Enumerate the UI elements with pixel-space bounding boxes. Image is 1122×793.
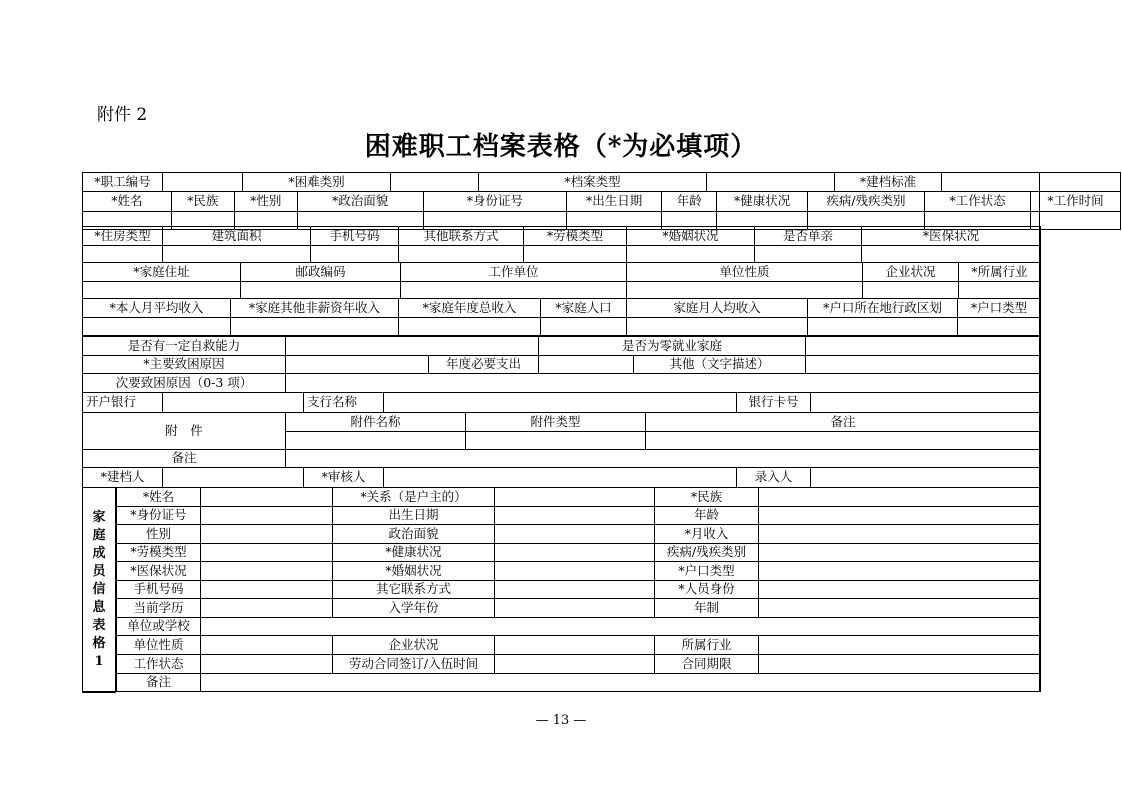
fm-label-school: 单位或学校 xyxy=(117,618,201,636)
fm-label-political: 政治面貌 xyxy=(333,525,495,544)
fm-field-unit-nature[interactable] xyxy=(201,636,333,655)
label-work-status: *工作状态 xyxy=(924,192,1030,211)
attachment-label: 附件 2 xyxy=(97,105,148,125)
label-postal-code: 邮政编码 xyxy=(241,263,401,282)
label-home-address: *家庭住址 xyxy=(83,263,241,282)
fm-label-other-contact: 其它联系方式 xyxy=(333,581,495,599)
fm-field-work-status[interactable] xyxy=(201,655,333,674)
field-building-area[interactable] xyxy=(163,246,311,263)
label-other-description: 其他（文字描述） xyxy=(634,356,806,374)
field-family-size[interactable] xyxy=(541,318,627,336)
bank-table xyxy=(82,392,1041,413)
field-remarks[interactable] xyxy=(286,450,1041,468)
field-employer-nature[interactable] xyxy=(627,282,863,299)
field-model-worker[interactable] xyxy=(524,246,627,263)
fm-label-ethnicity: *民族 xyxy=(655,488,759,507)
field-branch[interactable] xyxy=(384,393,737,413)
fm-label-gender: 性别 xyxy=(117,525,201,544)
field-hardship-type[interactable] xyxy=(391,173,479,192)
field-other-income[interactable] xyxy=(231,318,399,336)
label-bank: 开户银行 xyxy=(83,393,163,413)
fm-label-name: *姓名 xyxy=(117,488,201,507)
fm-field-program-years[interactable] xyxy=(759,599,1041,618)
address-table xyxy=(82,262,1041,299)
label-household-type: *户口类型 xyxy=(958,299,1041,318)
fm-field-medical[interactable] xyxy=(201,562,333,581)
fm-label-mobile: 手机号码 xyxy=(117,581,201,599)
label-secondary-cause: 次要致困原因（0-3 项） xyxy=(83,374,286,393)
col-attachment-type: 附件类型 xyxy=(466,413,646,432)
fm-label-id: *身份证号 xyxy=(117,507,201,525)
fm-field-political[interactable] xyxy=(495,525,655,544)
fm-field-household-type[interactable] xyxy=(759,562,1041,581)
field-secondary-cause[interactable] xyxy=(286,374,1041,393)
fm-label-relation: *关系（是户主的） xyxy=(333,488,495,507)
label-political-status: *政治面貌 xyxy=(297,192,423,211)
label-marital-status: *婚姻状况 xyxy=(627,227,755,246)
label-annual-expense: 年度必要支出 xyxy=(429,356,539,374)
field-attachment-note[interactable] xyxy=(646,432,1041,450)
fm-field-ethnicity[interactable] xyxy=(759,488,1041,507)
label-industry: *所属行业 xyxy=(959,263,1041,282)
label-archive-standard: *建档标准 xyxy=(835,173,942,192)
label-employer: 工作单位 xyxy=(401,263,627,282)
family-member-table xyxy=(116,487,1041,692)
fm-label-program-years: 年制 xyxy=(655,599,759,618)
field-attachment-type[interactable] xyxy=(466,432,646,450)
fm-label-medical: *医保状况 xyxy=(117,562,201,581)
label-housing-type: *住房类型 xyxy=(83,227,163,246)
field-housing-type[interactable] xyxy=(83,246,163,263)
housing-table xyxy=(82,226,1041,263)
label-entry-clerk: 录入人 xyxy=(737,468,811,488)
fm-field-birth[interactable] xyxy=(495,507,655,525)
label-enterprise-status: 企业状况 xyxy=(863,263,959,282)
field-self-help[interactable] xyxy=(286,337,539,356)
label-gender: *性别 xyxy=(234,192,297,211)
field-employer[interactable] xyxy=(401,282,627,299)
fm-label-birth: 出生日期 xyxy=(333,507,495,525)
label-household-region: *户口所在地行政区划 xyxy=(808,299,958,318)
label-card-number: 银行卡号 xyxy=(737,393,811,413)
fm-field-relation[interactable] xyxy=(495,488,655,507)
fm-label-disease: 疾病/残疾类别 xyxy=(655,544,759,562)
fm-field-id[interactable] xyxy=(201,507,333,525)
label-name: *姓名 xyxy=(83,192,171,211)
fm-field-identity[interactable] xyxy=(759,581,1041,599)
fm-field-contract-term[interactable] xyxy=(759,655,1041,674)
col-attachment-name: 附件名称 xyxy=(286,413,466,432)
field-industry[interactable] xyxy=(959,282,1041,299)
field-per-capita-income[interactable] xyxy=(627,318,808,336)
fm-field-monthly-income[interactable] xyxy=(759,525,1041,544)
label-model-worker: *劳模类型 xyxy=(524,227,627,246)
fm-label-unit-nature: 单位性质 xyxy=(117,636,201,655)
label-self-help: 是否有一定自救能力 xyxy=(83,337,286,356)
fm-field-school[interactable] xyxy=(201,618,1041,636)
label-mobile: 手机号码 xyxy=(311,227,399,246)
label-id-number: *身份证号 xyxy=(423,192,567,211)
col-attachment-note: 备注 xyxy=(646,413,1041,432)
status-table xyxy=(82,336,1041,393)
field-household-region[interactable] xyxy=(808,318,958,336)
label-age: 年龄 xyxy=(662,192,717,211)
fm-field-model-worker[interactable] xyxy=(201,544,333,562)
label-other-contact: 其他联系方式 xyxy=(399,227,524,246)
label-zero-employment: 是否为零就业家庭 xyxy=(539,337,806,356)
field-enterprise-status[interactable] xyxy=(863,282,959,299)
field-household-type[interactable] xyxy=(958,318,1041,336)
field-annual-expense[interactable] xyxy=(539,356,634,374)
label-single-parent: 是否单亲 xyxy=(755,227,862,246)
fm-field-gender[interactable] xyxy=(201,525,333,544)
fm-label-note: 备注 xyxy=(117,674,201,692)
fm-label-industry: 所属行业 xyxy=(655,636,759,655)
label-per-capita-income: 家庭月人均收入 xyxy=(627,299,808,318)
field-work-time[interactable] xyxy=(1030,211,1120,229)
label-branch: 支行名称 xyxy=(304,393,384,413)
label-remarks: 备注 xyxy=(83,450,286,468)
field-monthly-income[interactable] xyxy=(83,318,231,336)
fm-field-age[interactable] xyxy=(759,507,1041,525)
family-section-label: 家庭成员信息表格1 xyxy=(82,487,116,693)
attachments-table xyxy=(82,412,1041,468)
fm-field-enterprise-status[interactable] xyxy=(495,636,655,655)
field-other-contact[interactable] xyxy=(399,246,524,263)
label-work-time: *工作时间 xyxy=(1030,192,1120,211)
field-other-description[interactable] xyxy=(806,356,1041,374)
field-staff-no[interactable] xyxy=(163,173,243,192)
field-zero-employment[interactable] xyxy=(806,337,1041,356)
label-staff-no: *职工编号 xyxy=(83,173,163,192)
signature-table xyxy=(82,467,1041,488)
fm-label-age: 年龄 xyxy=(655,507,759,525)
field-postal-code[interactable] xyxy=(241,282,401,299)
field-reviewer[interactable] xyxy=(384,468,737,488)
fm-field-other-contact[interactable] xyxy=(495,581,655,599)
field-single-parent[interactable] xyxy=(755,246,862,263)
fm-label-enroll-year: 入学年份 xyxy=(333,599,495,618)
fm-label-household-type: *户口类型 xyxy=(655,562,759,581)
label-family-total-income: *家庭年度总收入 xyxy=(399,299,541,318)
basic-info-table xyxy=(82,172,1121,230)
fm-label-identity: *人员身份 xyxy=(655,581,759,599)
label-ethnicity: *民族 xyxy=(171,192,234,211)
field-archive-type[interactable] xyxy=(707,173,835,192)
fm-field-name[interactable] xyxy=(201,488,333,507)
fm-label-enterprise-status: 企业状况 xyxy=(333,636,495,655)
page-title: 困难职工档案表格（*为必填项） xyxy=(364,132,758,162)
label-health: *健康状况 xyxy=(717,192,808,211)
fm-field-mobile[interactable] xyxy=(201,581,333,599)
label-employer-nature: 单位性质 xyxy=(627,263,863,282)
label-other-income: *家庭其他非薪资年收入 xyxy=(231,299,399,318)
label-reviewer: *审核人 xyxy=(304,468,384,488)
label-hardship-type: *困难类别 xyxy=(243,173,391,192)
field-main-cause[interactable] xyxy=(286,356,429,374)
label-birth-date: *出生日期 xyxy=(567,192,662,211)
fm-label-marital: *婚姻状况 xyxy=(333,562,495,581)
fm-label-contract-term: 合同期限 xyxy=(655,655,759,674)
label-attachments: 附 件 xyxy=(83,413,286,450)
page-number: — 13 — xyxy=(535,713,587,728)
fm-field-marital[interactable] xyxy=(495,562,655,581)
label-building-area: 建筑面积 xyxy=(163,227,311,246)
fm-label-work-status: 工作状态 xyxy=(117,655,201,674)
field-marital-status[interactable] xyxy=(627,246,755,263)
label-monthly-income: *本人月平均收入 xyxy=(83,299,231,318)
field-attachment-name[interactable] xyxy=(286,432,466,450)
label-archive-type: *档案类型 xyxy=(479,173,707,192)
field-bank[interactable] xyxy=(163,393,304,413)
fm-label-model-worker: *劳模类型 xyxy=(117,544,201,562)
field-family-total-income[interactable] xyxy=(399,318,541,336)
fm-field-disease[interactable] xyxy=(759,544,1041,562)
fm-field-health[interactable] xyxy=(495,544,655,562)
fm-field-industry[interactable] xyxy=(759,636,1041,655)
field-mobile[interactable] xyxy=(311,246,399,263)
row2-subtable xyxy=(83,192,1120,229)
label-family-size: *家庭人口 xyxy=(541,299,627,318)
fm-field-contract-time[interactable] xyxy=(495,655,655,674)
income-table xyxy=(82,298,1041,336)
fm-label-contract-time: 劳动合同签订/入伍时间 xyxy=(333,655,495,674)
label-medical-insurance: *医保状况 xyxy=(862,227,1041,246)
label-main-cause: *主要致困原因 xyxy=(83,356,286,374)
label-creator: *建档人 xyxy=(83,468,163,488)
fm-label-monthly-income: *月收入 xyxy=(655,525,759,544)
label-disease-type: 疾病/残疾类别 xyxy=(807,192,924,211)
field-card-number[interactable] xyxy=(811,393,1041,413)
field-entry-clerk[interactable] xyxy=(811,468,1041,488)
fm-field-note[interactable] xyxy=(201,674,1041,692)
fm-label-health: *健康状况 xyxy=(333,544,495,562)
field-archive-standard[interactable] xyxy=(942,173,1121,192)
field-home-address[interactable] xyxy=(83,282,241,299)
fm-field-enroll-year[interactable] xyxy=(495,599,655,618)
field-medical-insurance[interactable] xyxy=(862,246,1041,263)
fm-field-education[interactable] xyxy=(201,599,333,618)
field-creator[interactable] xyxy=(163,468,304,488)
fm-label-education: 当前学历 xyxy=(117,599,201,618)
